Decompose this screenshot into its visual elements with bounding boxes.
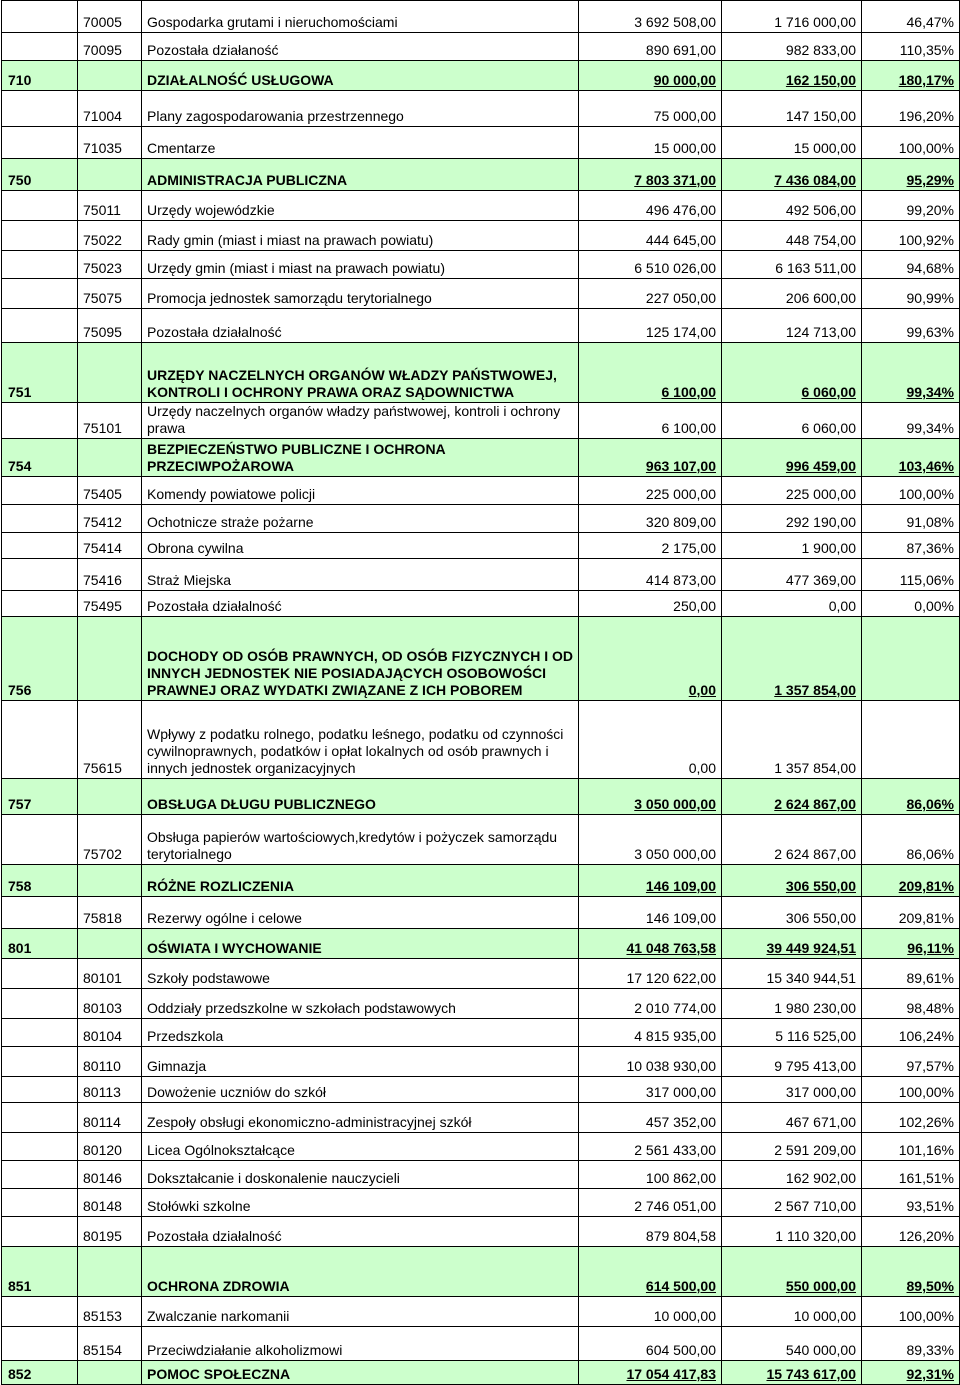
chapter-cell: [2, 815, 78, 865]
execution-cell: 15 340 944,51: [722, 959, 862, 989]
section-row: [2, 343, 960, 403]
execution-cell: 6 060,00: [722, 343, 862, 403]
subchapter-cell: 75416: [78, 559, 142, 591]
budget-table-body: [2, 1, 960, 1385]
plan-cell: 890 691,00: [579, 33, 722, 61]
chapter-cell: [2, 533, 78, 559]
execution-cell: 124 713,00: [722, 309, 862, 343]
subchapter-cell: 80110: [78, 1047, 142, 1077]
execution-cell: 492 506,00: [722, 191, 862, 221]
percent-cell: 89,33%: [862, 1327, 960, 1361]
subchapter-cell: 75011: [78, 191, 142, 221]
table-row: [2, 505, 960, 533]
chapter-cell: [2, 1133, 78, 1161]
percent-cell: 90,99%: [862, 279, 960, 309]
name-cell: OŚWIATA I WYCHOWANIE: [142, 929, 579, 959]
chapter-cell: 756: [2, 617, 78, 701]
execution-cell: 162 902,00: [722, 1161, 862, 1189]
chapter-cell: [2, 1217, 78, 1247]
name-cell: Zwalczanie narkomanii: [142, 1297, 579, 1327]
execution-cell: 306 550,00: [722, 897, 862, 929]
execution-cell: 1 900,00: [722, 533, 862, 559]
subchapter-cell: 85154: [78, 1327, 142, 1361]
plan-cell: 0,00: [579, 617, 722, 701]
plan-cell: 100 862,00: [579, 1161, 722, 1189]
table-row: [2, 1327, 960, 1361]
table-row: [2, 1, 960, 33]
chapter-cell: [2, 309, 78, 343]
chapter-cell: [2, 1161, 78, 1189]
execution-cell: 162 150,00: [722, 61, 862, 91]
name-cell: Obrona cywilna: [142, 533, 579, 559]
name-cell: Pozostała działalność: [142, 591, 579, 617]
execution-cell: 6 163 511,00: [722, 251, 862, 279]
execution-cell: 292 190,00: [722, 505, 862, 533]
table-row: [2, 815, 960, 865]
name-cell: URZĘDY NACZELNYCH ORGANÓW WŁADZY PAŃSTWOWEJ, KONTROLI I OCHRONY PRAWA ORAZ SĄDOWNICTWA: [142, 343, 579, 403]
name-cell: Licea Ogólnokształcące: [142, 1133, 579, 1161]
subchapter-cell: 70095: [78, 33, 142, 61]
section-row: [2, 779, 960, 815]
name-cell: Przeciwdziałanie alkoholizmowi: [142, 1327, 579, 1361]
section-row: [2, 1247, 960, 1297]
plan-cell: 414 873,00: [579, 559, 722, 591]
subchapter-cell: 75022: [78, 221, 142, 251]
percent-cell: 86,06%: [862, 815, 960, 865]
subchapter-cell: 75023: [78, 251, 142, 279]
chapter-cell: 757: [2, 779, 78, 815]
percent-cell: 126,20%: [862, 1217, 960, 1247]
section-row: [2, 929, 960, 959]
subchapter-cell: [78, 865, 142, 897]
section-row: [2, 439, 960, 477]
subchapter-cell: 80113: [78, 1077, 142, 1103]
table-row: [2, 1297, 960, 1327]
subchapter-cell: 71004: [78, 91, 142, 127]
table-row: [2, 33, 960, 61]
table-row: [2, 1161, 960, 1189]
plan-cell: 146 109,00: [579, 865, 722, 897]
plan-cell: 614 500,00: [579, 1247, 722, 1297]
plan-cell: 320 809,00: [579, 505, 722, 533]
percent-cell: 100,00%: [862, 127, 960, 159]
subchapter-cell: 80104: [78, 1019, 142, 1047]
name-cell: Zespoły obsługi ekonomiczno-administracyjnej szkół: [142, 1103, 579, 1133]
percent-cell: 93,51%: [862, 1189, 960, 1217]
percent-cell: [862, 701, 960, 779]
execution-cell: 2 624 867,00: [722, 779, 862, 815]
subchapter-cell: [78, 1361, 142, 1385]
percent-cell: 100,00%: [862, 477, 960, 505]
plan-cell: 225 000,00: [579, 477, 722, 505]
plan-cell: 3 050 000,00: [579, 815, 722, 865]
subchapter-cell: 80101: [78, 959, 142, 989]
plan-cell: 15 000,00: [579, 127, 722, 159]
table-row: [2, 701, 960, 779]
execution-cell: 306 550,00: [722, 865, 862, 897]
execution-cell: 477 369,00: [722, 559, 862, 591]
subchapter-cell: 80114: [78, 1103, 142, 1133]
chapter-cell: [2, 897, 78, 929]
plan-cell: 444 645,00: [579, 221, 722, 251]
subchapter-cell: 70005: [78, 1, 142, 33]
name-cell: Obsługa papierów wartościowych,kredytów i pożyczek samorządu terytorialnego: [142, 815, 579, 865]
execution-cell: 9 795 413,00: [722, 1047, 862, 1077]
name-cell: Ochotnicze straże pożarne: [142, 505, 579, 533]
execution-cell: 1 980 230,00: [722, 989, 862, 1019]
table-row: [2, 1133, 960, 1161]
plan-cell: 6 510 026,00: [579, 251, 722, 279]
table-row: [2, 1217, 960, 1247]
percent-cell: 209,81%: [862, 897, 960, 929]
chapter-cell: [2, 1189, 78, 1217]
name-cell: Urzędy naczelnych organów władzy państwowej, kontroli i ochrony prawa: [142, 403, 579, 439]
plan-cell: 90 000,00: [579, 61, 722, 91]
name-cell: ADMINISTRACJA PUBLICZNA: [142, 159, 579, 191]
chapter-cell: [2, 221, 78, 251]
table-row: [2, 279, 960, 309]
subchapter-cell: 75818: [78, 897, 142, 929]
plan-cell: 6 100,00: [579, 343, 722, 403]
section-row: [2, 1361, 960, 1385]
plan-cell: 41 048 763,58: [579, 929, 722, 959]
name-cell: Promocja jednostek samorządu terytorialnego: [142, 279, 579, 309]
plan-cell: 3 692 508,00: [579, 1, 722, 33]
plan-cell: 2 010 774,00: [579, 989, 722, 1019]
plan-cell: 2 561 433,00: [579, 1133, 722, 1161]
plan-cell: 963 107,00: [579, 439, 722, 477]
plan-cell: 4 815 935,00: [579, 1019, 722, 1047]
name-cell: POMOC SPOŁECZNA: [142, 1361, 579, 1385]
chapter-cell: [2, 959, 78, 989]
chapter-cell: [2, 403, 78, 439]
percent-cell: 86,06%: [862, 779, 960, 815]
chapter-cell: 751: [2, 343, 78, 403]
execution-cell: 0,00: [722, 591, 862, 617]
subchapter-cell: [78, 1247, 142, 1297]
table-row: [2, 1047, 960, 1077]
table-row: [2, 1077, 960, 1103]
table-row: [2, 91, 960, 127]
chapter-cell: [2, 251, 78, 279]
execution-cell: 206 600,00: [722, 279, 862, 309]
plan-cell: 17 054 417,83: [579, 1361, 722, 1385]
chapter-cell: 758: [2, 865, 78, 897]
name-cell: Komendy powiatowe policji: [142, 477, 579, 505]
execution-cell: 10 000,00: [722, 1297, 862, 1327]
table-row: [2, 1103, 960, 1133]
name-cell: BEZPIECZEŃSTWO PUBLICZNE I OCHRONA PRZECIWPOŻAROWA: [142, 439, 579, 477]
percent-cell: 95,29%: [862, 159, 960, 191]
name-cell: Pozostała działalność: [142, 1217, 579, 1247]
percent-cell: 180,17%: [862, 61, 960, 91]
subchapter-cell: 75495: [78, 591, 142, 617]
execution-cell: 1 357 854,00: [722, 701, 862, 779]
percent-cell: 94,68%: [862, 251, 960, 279]
execution-cell: 448 754,00: [722, 221, 862, 251]
name-cell: Rezerwy ogólne i celowe: [142, 897, 579, 929]
name-cell: Rady gmin (miast i miast na prawach powiatu): [142, 221, 579, 251]
name-cell: Stołówki szkolne: [142, 1189, 579, 1217]
chapter-cell: [2, 1297, 78, 1327]
name-cell: Dowożenie uczniów do szkół: [142, 1077, 579, 1103]
percent-cell: 99,63%: [862, 309, 960, 343]
name-cell: Pozostała działaność: [142, 33, 579, 61]
subchapter-cell: 80148: [78, 1189, 142, 1217]
percent-cell: 110,35%: [862, 33, 960, 61]
percent-cell: 99,34%: [862, 403, 960, 439]
execution-cell: 5 116 525,00: [722, 1019, 862, 1047]
plan-cell: 0,00: [579, 701, 722, 779]
execution-cell: 1 110 320,00: [722, 1217, 862, 1247]
chapter-cell: [2, 1047, 78, 1077]
plan-cell: 879 804,58: [579, 1217, 722, 1247]
chapter-cell: [2, 477, 78, 505]
chapter-cell: [2, 701, 78, 779]
execution-cell: 39 449 924,51: [722, 929, 862, 959]
name-cell: OBSŁUGA DŁUGU PUBLICZNEGO: [142, 779, 579, 815]
execution-cell: 1 357 854,00: [722, 617, 862, 701]
name-cell: Urzędy gmin (miast i miast na prawach powiatu): [142, 251, 579, 279]
percent-cell: 100,92%: [862, 221, 960, 251]
plan-cell: 457 352,00: [579, 1103, 722, 1133]
chapter-cell: 851: [2, 1247, 78, 1297]
subchapter-cell: [78, 343, 142, 403]
name-cell: Szkoły podstawowe: [142, 959, 579, 989]
name-cell: OCHRONA ZDROWIA: [142, 1247, 579, 1297]
percent-cell: 89,61%: [862, 959, 960, 989]
subchapter-cell: 80146: [78, 1161, 142, 1189]
execution-cell: 2 567 710,00: [722, 1189, 862, 1217]
percent-cell: 91,08%: [862, 505, 960, 533]
execution-cell: 317 000,00: [722, 1077, 862, 1103]
percent-cell: 99,20%: [862, 191, 960, 221]
table-row: [2, 591, 960, 617]
percent-cell: 99,34%: [862, 343, 960, 403]
plan-cell: 7 803 371,00: [579, 159, 722, 191]
chapter-cell: [2, 1077, 78, 1103]
percent-cell: 101,16%: [862, 1133, 960, 1161]
name-cell: DOCHODY OD OSÓB PRAWNYCH, OD OSÓB FIZYCZNYCH I OD INNYCH JEDNOSTEK NIE POSIADAJĄCYCH OSOBOWOŚCI PRAWNEJ ORAZ WYDATKI ZWIĄZANE Z ICH POBOREM: [142, 617, 579, 701]
plan-cell: 125 174,00: [579, 309, 722, 343]
name-cell: Wpływy z podatku rolnego, podatku leśnego, podatku od czynności cywilnoprawnych, podatków i opłat lokalnych od osób prawnych i innych jednostek organizacyjnych: [142, 701, 579, 779]
plan-cell: 75 000,00: [579, 91, 722, 127]
subchapter-cell: 75101: [78, 403, 142, 439]
name-cell: Gospodarka grutami i nieruchomościami: [142, 1, 579, 33]
percent-cell: 98,48%: [862, 989, 960, 1019]
plan-cell: 2 746 051,00: [579, 1189, 722, 1217]
table-row: [2, 191, 960, 221]
name-cell: Przedszkola: [142, 1019, 579, 1047]
budget-table: [1, 0, 960, 1385]
chapter-cell: [2, 591, 78, 617]
percent-cell: 102,26%: [862, 1103, 960, 1133]
plan-cell: 17 120 622,00: [579, 959, 722, 989]
name-cell: RÓŻNE ROZLICZENIA: [142, 865, 579, 897]
table-row: [2, 251, 960, 279]
percent-cell: [862, 617, 960, 701]
plan-cell: 250,00: [579, 591, 722, 617]
table-row: [2, 309, 960, 343]
name-cell: Cmentarze: [142, 127, 579, 159]
percent-cell: 161,51%: [862, 1161, 960, 1189]
subchapter-cell: 75615: [78, 701, 142, 779]
table-row: [2, 477, 960, 505]
table-row: [2, 897, 960, 929]
execution-cell: 2 591 209,00: [722, 1133, 862, 1161]
name-cell: Dokształcanie i doskonalenie nauczycieli: [142, 1161, 579, 1189]
chapter-cell: 710: [2, 61, 78, 91]
execution-cell: 15 743 617,00: [722, 1361, 862, 1385]
subchapter-cell: 71035: [78, 127, 142, 159]
section-row: [2, 865, 960, 897]
subchapter-cell: 75095: [78, 309, 142, 343]
execution-cell: 467 671,00: [722, 1103, 862, 1133]
chapter-cell: [2, 91, 78, 127]
table-row: [2, 127, 960, 159]
subchapter-cell: 75075: [78, 279, 142, 309]
plan-cell: 146 109,00: [579, 897, 722, 929]
execution-cell: 6 060,00: [722, 403, 862, 439]
table-row: [2, 559, 960, 591]
chapter-cell: [2, 505, 78, 533]
chapter-cell: [2, 1103, 78, 1133]
subchapter-cell: 85153: [78, 1297, 142, 1327]
subchapter-cell: [78, 617, 142, 701]
subchapter-cell: 75414: [78, 533, 142, 559]
table-row: [2, 533, 960, 559]
percent-cell: 209,81%: [862, 865, 960, 897]
table-row: [2, 989, 960, 1019]
plan-cell: 227 050,00: [579, 279, 722, 309]
chapter-cell: [2, 559, 78, 591]
percent-cell: 46,47%: [862, 1, 960, 33]
name-cell: Straż Miejska: [142, 559, 579, 591]
percent-cell: 89,50%: [862, 1247, 960, 1297]
execution-cell: 147 150,00: [722, 91, 862, 127]
name-cell: Urzędy wojewódzkie: [142, 191, 579, 221]
percent-cell: 97,57%: [862, 1047, 960, 1077]
chapter-cell: [2, 989, 78, 1019]
chapter-cell: 754: [2, 439, 78, 477]
execution-cell: 982 833,00: [722, 33, 862, 61]
table-row: [2, 403, 960, 439]
execution-cell: 225 000,00: [722, 477, 862, 505]
plan-cell: 10 038 930,00: [579, 1047, 722, 1077]
plan-cell: 317 000,00: [579, 1077, 722, 1103]
chapter-cell: [2, 1, 78, 33]
percent-cell: 87,36%: [862, 533, 960, 559]
chapter-cell: 801: [2, 929, 78, 959]
subchapter-cell: [78, 439, 142, 477]
execution-cell: 1 716 000,00: [722, 1, 862, 33]
execution-cell: 15 000,00: [722, 127, 862, 159]
name-cell: Gimnazja: [142, 1047, 579, 1077]
plan-cell: 10 000,00: [579, 1297, 722, 1327]
table-row: [2, 1189, 960, 1217]
chapter-cell: 750: [2, 159, 78, 191]
plan-cell: 604 500,00: [579, 1327, 722, 1361]
percent-cell: 100,00%: [862, 1297, 960, 1327]
subchapter-cell: 80103: [78, 989, 142, 1019]
chapter-cell: [2, 1327, 78, 1361]
name-cell: Pozostała działalność: [142, 309, 579, 343]
name-cell: Oddziały przedszkolne w szkołach podstawowych: [142, 989, 579, 1019]
subchapter-cell: [78, 61, 142, 91]
subchapter-cell: [78, 929, 142, 959]
plan-cell: 496 476,00: [579, 191, 722, 221]
chapter-cell: 852: [2, 1361, 78, 1385]
execution-cell: 2 624 867,00: [722, 815, 862, 865]
percent-cell: 103,46%: [862, 439, 960, 477]
subchapter-cell: 80120: [78, 1133, 142, 1161]
section-row: [2, 617, 960, 701]
subchapter-cell: 75412: [78, 505, 142, 533]
table-row: [2, 1019, 960, 1047]
name-cell: DZIAŁALNOŚĆ USŁUGOWA: [142, 61, 579, 91]
plan-cell: 3 050 000,00: [579, 779, 722, 815]
plan-cell: 2 175,00: [579, 533, 722, 559]
chapter-cell: [2, 33, 78, 61]
subchapter-cell: 75405: [78, 477, 142, 505]
name-cell: Plany zagospodarowania przestrzennego: [142, 91, 579, 127]
plan-cell: 6 100,00: [579, 403, 722, 439]
chapter-cell: [2, 1019, 78, 1047]
percent-cell: 106,24%: [862, 1019, 960, 1047]
subchapter-cell: [78, 779, 142, 815]
percent-cell: 100,00%: [862, 1077, 960, 1103]
subchapter-cell: 75702: [78, 815, 142, 865]
chapter-cell: [2, 279, 78, 309]
table-row: [2, 221, 960, 251]
execution-cell: 540 000,00: [722, 1327, 862, 1361]
section-row: [2, 61, 960, 91]
chapter-cell: [2, 191, 78, 221]
subchapter-cell: 80195: [78, 1217, 142, 1247]
percent-cell: 92,31%: [862, 1361, 960, 1385]
percent-cell: 0,00%: [862, 591, 960, 617]
subchapter-cell: [78, 159, 142, 191]
chapter-cell: [2, 127, 78, 159]
execution-cell: 550 000,00: [722, 1247, 862, 1297]
section-row: [2, 159, 960, 191]
execution-cell: 996 459,00: [722, 439, 862, 477]
execution-cell: 7 436 084,00: [722, 159, 862, 191]
percent-cell: 115,06%: [862, 559, 960, 591]
percent-cell: 196,20%: [862, 91, 960, 127]
percent-cell: 96,11%: [862, 929, 960, 959]
table-row: [2, 959, 960, 989]
